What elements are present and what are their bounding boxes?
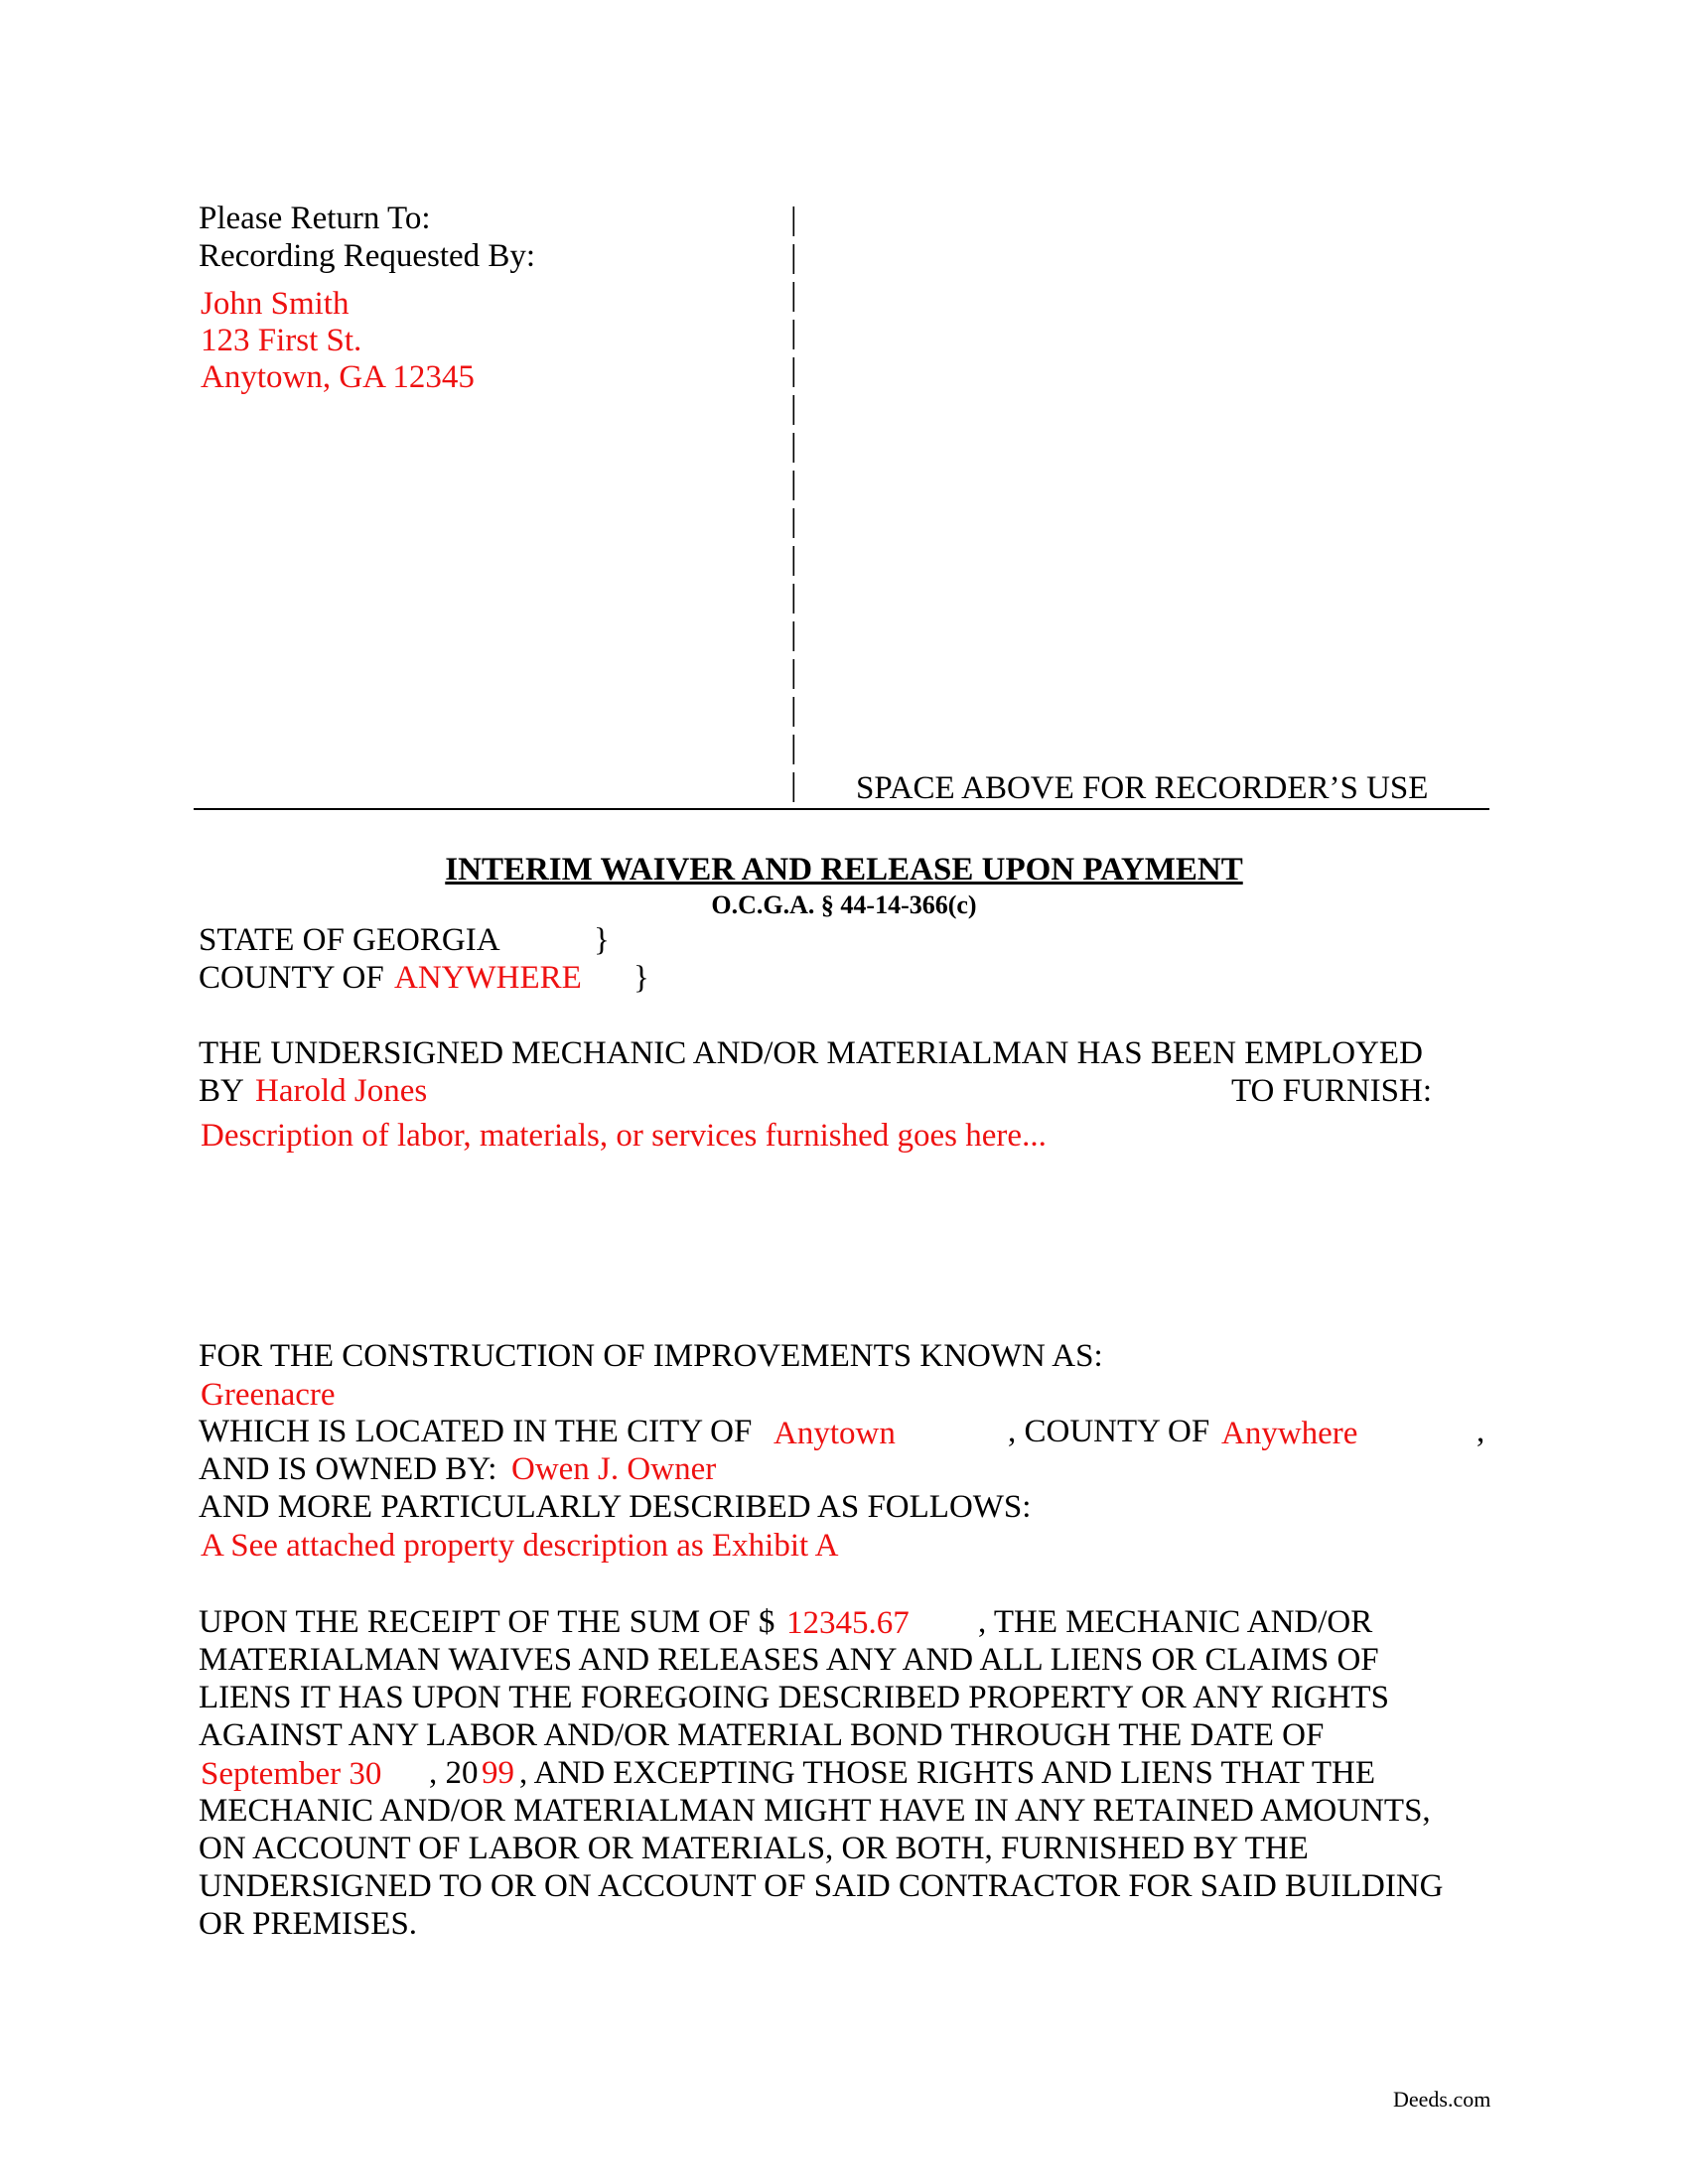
described-label: AND MORE PARTICULARLY DESCRIBED AS FOLLOWS: bbox=[199, 1489, 1032, 1525]
owner-name[interactable]: Owen J. Owner bbox=[511, 1451, 717, 1487]
county-value[interactable]: ANYWHERE bbox=[394, 960, 582, 996]
separator-pipe: | bbox=[790, 277, 797, 313]
city-value[interactable]: Anytown bbox=[774, 1416, 896, 1451]
separator-pipe: | bbox=[790, 428, 797, 464]
project-county-label: , COUNTY OF bbox=[1008, 1414, 1210, 1449]
separator-pipe: | bbox=[790, 616, 797, 652]
requester-street[interactable]: 123 First St. bbox=[201, 323, 362, 358]
employed-by-label: BY bbox=[199, 1073, 244, 1109]
trailing-comma: , bbox=[1477, 1414, 1485, 1449]
construction-label: FOR THE CONSTRUCTION OF IMPROVEMENTS KNOWN AS: bbox=[199, 1338, 1103, 1374]
requester-city-state-zip[interactable]: Anytown, GA 12345 bbox=[201, 359, 475, 395]
separator-pipe: | bbox=[790, 503, 797, 539]
project-name[interactable]: Greenacre bbox=[201, 1377, 336, 1413]
separator-pipe: | bbox=[790, 390, 797, 426]
separator-pipe: | bbox=[790, 239, 797, 275]
payment-line-2: MATERIALMAN WAIVES AND RELEASES ANY AND ALL LIENS OR CLAIMS OF bbox=[199, 1642, 1379, 1678]
payment-line-7: ON ACCOUNT OF LABOR OR MATERIALS, OR BOTH, FURNISHED BY THE bbox=[199, 1831, 1309, 1866]
recorder-use-note: SPACE ABOVE FOR RECORDER’S USE bbox=[856, 770, 1429, 806]
owned-by-label: AND IS OWNED BY: bbox=[199, 1451, 497, 1487]
payment-line-9: OR PREMISES. bbox=[199, 1906, 418, 1942]
document-title-text: INTERIM WAIVER AND RELEASE UPON PAYMENT bbox=[445, 852, 1243, 887]
requested-by-label: Recording Requested By: bbox=[199, 238, 536, 274]
separator-pipe: | bbox=[790, 767, 797, 803]
year-suffix[interactable]: 99 bbox=[482, 1755, 514, 1791]
legal-description[interactable]: A See attached property description as Exhibit A bbox=[201, 1528, 839, 1564]
year-prefix: , 20 bbox=[429, 1755, 479, 1791]
payment-line-6: MECHANIC AND/OR MATERIALMAN MIGHT HAVE IN ANY RETAINED AMOUNTS, bbox=[199, 1793, 1431, 1829]
separator-pipe: | bbox=[790, 541, 797, 577]
document-title bbox=[0, 852, 1688, 888]
county-label: COUNTY OF bbox=[199, 960, 384, 996]
separator-pipe: | bbox=[790, 466, 797, 501]
project-county-value[interactable]: Anywhere bbox=[1221, 1416, 1358, 1451]
state-label: STATE OF GEORGIA bbox=[199, 922, 500, 958]
payment-line-5-rest: , AND EXCEPTING THOSE RIGHTS AND LIENS THAT THE bbox=[519, 1755, 1375, 1791]
footer-brand: Deeds.com bbox=[1393, 2087, 1491, 2112]
payment-line-4: AGAINST ANY LABOR AND/OR MATERIAL BOND THROUGH THE DATE OF bbox=[199, 1717, 1325, 1753]
county-brace: } bbox=[633, 960, 649, 996]
payment-line-1-rest: , THE MECHANIC AND/OR bbox=[978, 1604, 1373, 1640]
separator-pipe: | bbox=[790, 692, 797, 728]
payment-line-3: LIENS IT HAS UPON THE FOREGOING DESCRIBED PROPERTY OR ANY RIGHTS bbox=[199, 1680, 1389, 1715]
separator-pipe: | bbox=[790, 315, 797, 350]
city-label: WHICH IS LOCATED IN THE CITY OF bbox=[199, 1414, 753, 1449]
statute-citation: O.C.G.A. § 44-14-366(c) bbox=[711, 890, 977, 919]
return-to-label: Please Return To: bbox=[199, 201, 431, 236]
labor-description[interactable]: Description of labor, materials, or services furnished goes here... bbox=[201, 1118, 1047, 1154]
furnish-label: TO FURNISH: bbox=[1231, 1073, 1433, 1109]
requester-name[interactable]: John Smith bbox=[201, 286, 350, 322]
employment-line-1: THE UNDERSIGNED MECHANIC AND/OR MATERIALMAN HAS BEEN EMPLOYED bbox=[199, 1035, 1423, 1071]
recorder-divider bbox=[194, 808, 1489, 810]
separator-pipe: | bbox=[790, 202, 797, 237]
state-brace: } bbox=[594, 922, 610, 958]
separator-pipe: | bbox=[790, 654, 797, 690]
separator-pipe: | bbox=[790, 730, 797, 765]
employer-name[interactable]: Harold Jones bbox=[255, 1073, 428, 1109]
separator-pipe: | bbox=[790, 352, 797, 388]
payment-line-8: UNDERSIGNED TO OR ON ACCOUNT OF SAID CONTRACTOR FOR SAID BUILDING bbox=[199, 1868, 1444, 1904]
payment-amount[interactable]: 12345.67 bbox=[786, 1605, 910, 1641]
receipt-label: UPON THE RECEIPT OF THE SUM OF $ bbox=[199, 1604, 775, 1640]
through-date[interactable]: September 30 bbox=[201, 1756, 382, 1792]
separator-pipe: | bbox=[790, 579, 797, 614]
